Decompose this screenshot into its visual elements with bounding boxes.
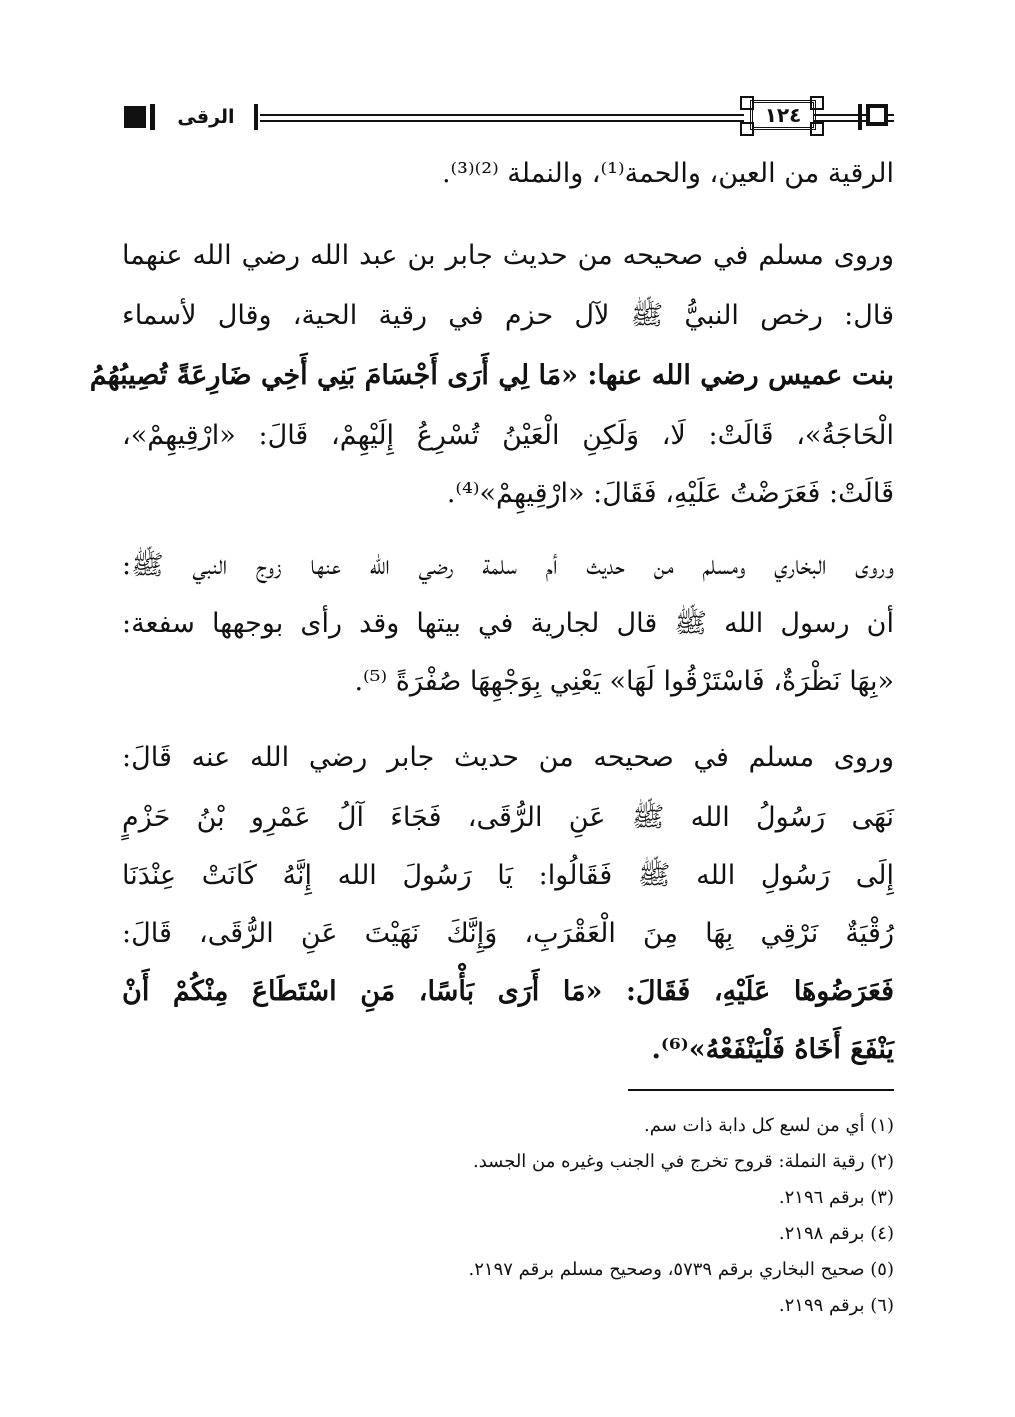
body-line: «بِهَا نَظْرَةٌ، فَاسْتَرْقُوا لَهَا» يَعْنِي بِوَجْهِهَا صُفْرَةً ⁽⁵⁾.	[354, 666, 894, 697]
body-line: إِلَى رَسُولِ الله ﷺ فَقَالُوا: يَا رَسُولَ الله إِنَّهُ كَانَتْ عِنْدَنَا	[122, 860, 894, 891]
header-rule	[260, 114, 744, 116]
page-header	[122, 96, 894, 140]
page-number: ١٢٤	[750, 100, 816, 130]
body-line: يَنْفَعَ أَخَاهُ فَلْيَنْفَعْهُ»⁽⁶⁾.	[651, 1034, 894, 1065]
body-line: قال: رخص النبيُّ ﷺ لآل حزم في رقية الحية، وقال لأسماء	[122, 300, 894, 331]
body-line: الرقية من العين، والحمة⁽¹⁾، والنملة ⁽²⁾⁽³⁾.	[441, 158, 894, 189]
body-line: وروى مسلم في صحيحه من حديث جابر رضي الله عنه قَالَ:	[122, 742, 894, 773]
body-line: وروى مسلم في صحيحه من حديث جابر بن عبد الله رضي الله عنهما	[122, 240, 894, 271]
body-line: وروى البخاري ومسلم من حديث أم سلمة رضي الله عنها زوج النبي ﷺ:	[122, 550, 894, 581]
footnote: (٤) برقم ٢١٩٨.	[778, 1223, 894, 1244]
footnote-separator	[628, 1089, 894, 1091]
footnote: (٢) رقية النملة: قروح تخرج في الجنب وغيره من الجسد.	[472, 1151, 894, 1172]
header-bar	[254, 104, 258, 130]
body-line: فَعَرَضُوهَا عَلَيْهِ، فَقَالَ: «مَا أَرَى بَأْسًا، مَنِ اسْتَطَاعَ مِنْكُمْ أَنْ	[122, 976, 894, 1007]
body-line: قَالَتْ: فَعَرَضْتُ عَلَيْهِ، فَقَالَ: «ارْقِيهِمْ»⁽⁴⁾.	[446, 478, 894, 509]
header-bar	[858, 104, 862, 130]
footnote: (٦) برقم ٢١٩٩.	[778, 1295, 894, 1316]
footnote: (٥) صحيح البخاري برقم ٥٧٣٩، وصحيح مسلم برقم ٢١٩٧.	[468, 1259, 894, 1280]
body-line: الْحَاجَةُ»، قَالَتْ: لَا، وَلَكِنِ الْعَيْنُ تُسْرِعُ إِلَيْهِمْ، قَالَ: «ارْقِيهِمْ»،	[122, 420, 894, 451]
body-line: نَهَى رَسُولُ الله ﷺ عَنِ الرُّقَى، فَجَاءَ آلُ عَمْرِو بْنُ حَزْمٍ	[122, 802, 894, 833]
footnote: (١) أي من لسع كل دابة ذات سم.	[644, 1115, 894, 1136]
header-rule	[260, 120, 744, 122]
header-bar	[150, 104, 155, 130]
footnote: (٣) برقم ٢١٩٦.	[778, 1187, 894, 1208]
body-line: رُقْيَةٌ نَرْقِي بِهَا مِنَ الْعَقْرَبِ، وَإِنَّكَ نَهَيْتَ عَنِ الرُّقَى، قَالَ:	[122, 918, 894, 949]
body-line: أن رسول الله ﷺ قال لجارية في بيتها وقد رأى بوجهها سفعة:	[122, 608, 894, 639]
section-title: الرقى	[177, 106, 235, 128]
body-line: بنت عميس رضي الله عنها: «مَا لِي أَرَى أَجْسَامَ بَنِي أَخِي ضَارِعَةً تُصِيبُهُمُ	[89, 360, 894, 391]
header-ornament-left	[124, 106, 146, 128]
header-ornament-right	[866, 104, 888, 126]
